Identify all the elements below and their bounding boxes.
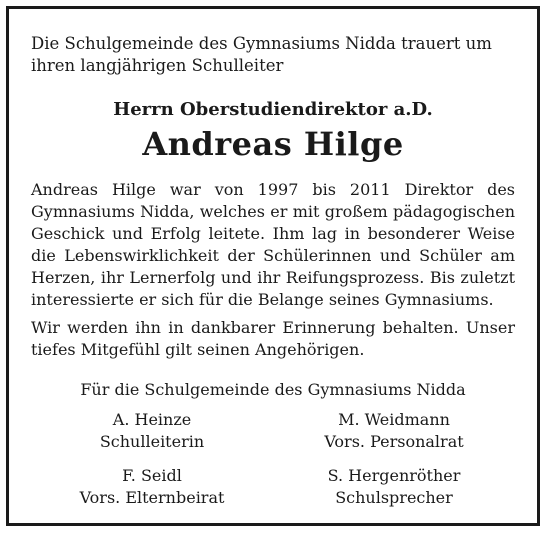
signatory-name: A. Heinze	[112, 410, 192, 429]
signatory-role: Schulleiterin	[99, 432, 205, 451]
deceased-name: Andreas Hilge	[142, 125, 404, 163]
signatory-name: S. Hergenröther	[327, 466, 461, 485]
notice-content	[31, 33, 515, 509]
signatories	[31, 409, 515, 509]
signatory-name: M. Weidmann	[338, 410, 450, 429]
signatory-name: F. Seidl	[122, 466, 182, 485]
deceased-title: Herrn Oberstudiendirektor a.D.	[113, 99, 433, 120]
obituary-notice	[6, 6, 540, 526]
signatory	[273, 465, 515, 509]
signatory-role: Vors. Elternbeirat	[79, 488, 225, 507]
signatory	[31, 465, 273, 509]
signatory-role: Vors. Personalrat	[324, 432, 464, 451]
signatory-role: Schulsprecher	[335, 488, 453, 507]
tribute-paragraph: Andreas Hilge war von 1997 bis 2011 Direktor des Gymnasiums Nidda, welches er mit großem pädagogischen Geschick und Erfolg leitete. Ihm lag in besonderer Weise die Lebenswirklichkeit der Schülerinnen und Schüler am Herzen, ihr Lernerfolg und ihr Reifungsprozess. Bis zuletzt interessierte er sich für die Belange seines Gymnasiums.	[31, 180, 515, 309]
on-behalf-line: Für die Schulgemeinde des Gymnasiums Nidda	[80, 380, 466, 399]
intro-text: Die Schulgemeinde des Gymnasiums Nidda trauert um ihren langjährigen Schulleiter	[31, 34, 492, 75]
signatory	[273, 409, 515, 453]
condolence-paragraph: Wir werden ihn in dankbarer Erinnerung behalten. Unser tiefes Mitgefühl gilt seinen Angehörigen.	[31, 318, 515, 359]
signatory	[31, 409, 273, 453]
